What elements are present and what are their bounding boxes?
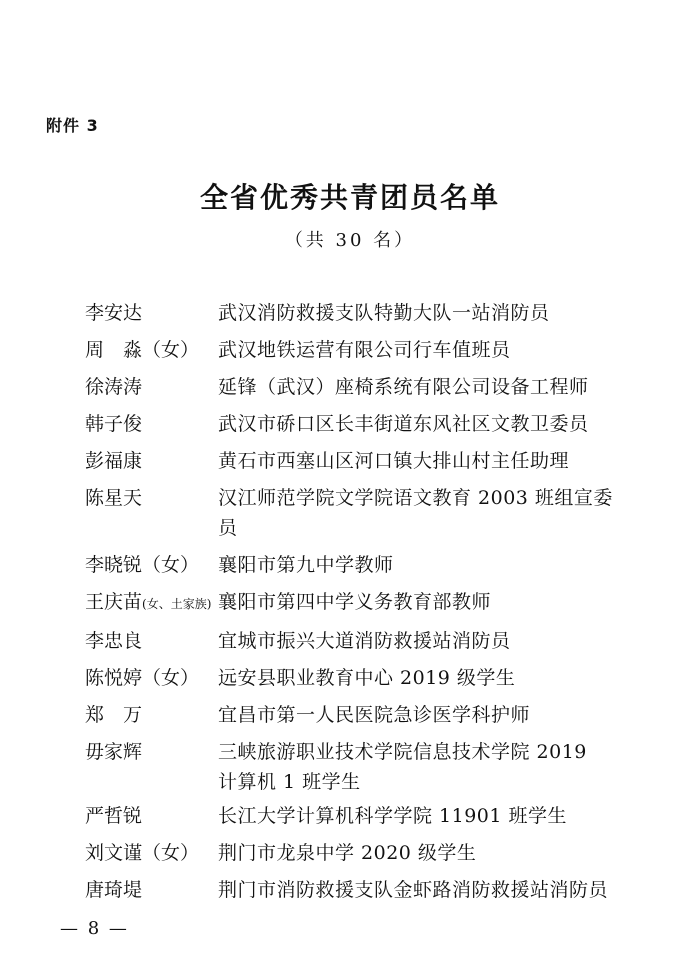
honoree-affiliation: 武汉市硚口区长丰街道东风社区文教卫委员 [218, 413, 589, 435]
honoree-affiliation: 襄阳市第四中学义务教育部教师 [218, 591, 492, 613]
honoree-note: (女、土家族) [142, 597, 212, 611]
honoree-affiliation: 武汉消防救援支队特勤大队一站消防员 [218, 302, 550, 324]
honoree-affiliation: 延锋（武汉）座椅系统有限公司设备工程师 [218, 376, 589, 398]
honoree-affiliation: 三峡旅游职业技术学院信息技术学院 2019 计算机 1 班学生 [218, 741, 587, 793]
list-item [85, 626, 625, 656]
list-item [85, 372, 625, 402]
honoree-name: 李晓锐（女） [85, 554, 200, 576]
list-item [85, 335, 625, 365]
count-label: （共 30 名） [284, 230, 416, 251]
honoree-name: 毋家辉 [85, 741, 143, 763]
list-item [85, 587, 625, 619]
list-item [85, 737, 625, 797]
honoree-name: 刘文谨（女） [85, 842, 200, 864]
honoree-name: 韩子俊 [85, 413, 143, 435]
honoree-name: 郑 万 [85, 704, 143, 726]
honoree-affiliation: 荆门市龙泉中学 2020 级学生 [218, 842, 477, 864]
honoree-affiliation: 宜昌市第一人民医院急诊医学科护师 [218, 704, 531, 726]
honoree-name: 周 淼（女） [85, 339, 200, 361]
list-item [85, 875, 625, 905]
honoree-affiliation: 黄石市西塞山区河口镇大排山村主任助理 [218, 450, 570, 472]
list-item [85, 838, 625, 868]
honoree-affiliation: 武汉地铁运营有限公司行车值班员 [218, 339, 511, 361]
honoree-name: 徐涛涛 [85, 376, 143, 398]
list-item [85, 663, 625, 693]
honoree-name: 王庆苗 [85, 591, 143, 613]
honoree-name: 李忠良 [85, 630, 143, 652]
honoree-name: 唐琦堤 [85, 879, 143, 901]
honoree-name: 李安达 [85, 302, 143, 324]
honoree-affiliation: 远安县职业教育中心 2019 级学生 [218, 667, 516, 689]
list-item [85, 700, 625, 730]
list-item [85, 483, 625, 543]
honoree-name-with-note [85, 587, 218, 619]
list-item [85, 801, 625, 831]
attachment-label: 附件 3 [46, 116, 99, 135]
honoree-name: 彭福康 [85, 450, 143, 472]
list-item [85, 446, 625, 476]
honoree-list [85, 298, 625, 912]
list-item [85, 409, 625, 439]
honoree-affiliation: 长江大学计算机科学学院 11901 班学生 [218, 805, 568, 827]
honoree-name: 陈悦婷（女） [85, 667, 200, 689]
page-number: — 8 — [60, 918, 129, 939]
list-item [85, 298, 625, 328]
honoree-name: 陈星天 [85, 487, 143, 509]
honoree-affiliation: 宜城市振兴大道消防救援站消防员 [218, 630, 511, 652]
honoree-name: 严哲锐 [85, 805, 143, 827]
document-title: 全省优秀共青团员名单 [199, 181, 500, 214]
honoree-affiliation: 襄阳市第九中学教师 [218, 554, 394, 576]
list-item [85, 550, 625, 580]
honoree-affiliation: 荆门市消防救援支队金虾路消防救援站消防员 [218, 879, 609, 901]
honoree-affiliation: 汉江师范学院文学院语文教育 2003 班组宣委员 [218, 487, 613, 539]
